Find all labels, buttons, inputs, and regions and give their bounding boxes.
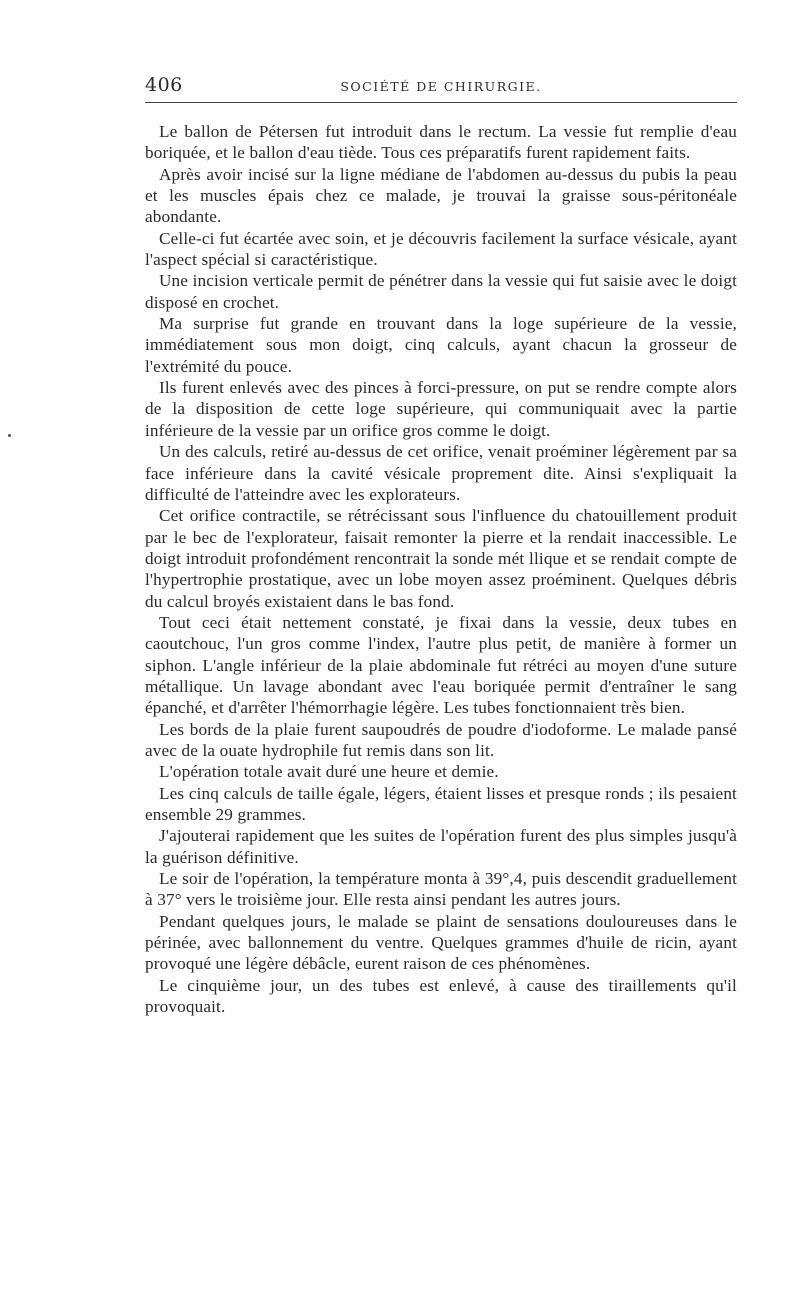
paragraph-16: Le cinquième jour, un des tubes est enlevé, à cause des tiraillements qu'il provoquait. — [145, 975, 737, 1017]
page-number: 406 — [145, 74, 183, 96]
margin-speck — [8, 434, 11, 437]
paragraph-14: Le soir de l'opération, la température monta à 39°,4, puis descendit graduellement à 37° vers le troisième jour. Elle resta ainsi pendant les autres jours. — [145, 869, 737, 910]
paragraph-10: Les bords de la plaie furent saupoudrés de poudre d'iodoforme. Le malade pansé avec de la ouate hydrophile fut remis dans son lit. — [145, 719, 737, 760]
paragraph-3: Celle-ci fut écartée avec soin, et je découvris facilement la surface vésicale, ayant l'aspect spécial si caractéristique. — [145, 228, 737, 270]
paragraph-12: Les cinq calculs de taille égale, légers, étaient lisses et presque ronds ; ils pesaient ensemble 29 grammes. — [145, 783, 737, 824]
paragraph-15: Pendant quelques jours, le malade se plaint de sensations douloureuses dans le périnée, avec ballonnement du ventre. Quelques grammes d'huile de ricin, ayant provoqué une légère débâcle, eurent raison de ces phénomènes. — [145, 911, 737, 974]
book-page — [145, 72, 737, 1017]
paragraph-5: Ma surprise fut grande en trouvant dans la loge supérieure de la vessie, immédiatement sous mon doigt, cinq calculs, ayant chacun la grosseur de l'extrémité du pouce. — [145, 314, 737, 376]
page-header — [145, 72, 737, 103]
paragraph-6: Ils furent enlevés avec des pinces à forci-pressure, on put se rendre compte alors de la disposition de cette loge supérieure, qui communiquait avec la partie inférieure de la vessie par un orifice gros comme le doigt. — [145, 378, 737, 440]
paragraph-13: J'ajouterai rapidement que les suites de l'opération furent des plus simples jusqu'à la guérison définitive. — [145, 826, 737, 867]
paragraph-2: Après avoir incisé sur la ligne médiane de l'abdomen au-dessus du pubis la peau et les muscles épais chez ce malade, je trouvai la graisse sous-péritonéale abondante. — [145, 164, 737, 227]
paragraph-4: Une incision verticale permit de pénétrer dans la vessie qui fut saisie avec le doigt disposé en crochet. — [145, 271, 737, 312]
paragraph-9: Tout ceci était nettement constaté, je fixai dans la vessie, deux tubes en caoutchouc, l'un gros comme l'index, l'autre plus petit, de manière à former un siphon. L'angle inférieur de la plaie abdominale fut rétréci au moyen d'une suture métallique. Un lavage abondant avec l'eau boriquée permit d'entraîner le sang épanché, et d'arrêter l'hémorrhagie légère. Les tubes fonctionnaient très bien. — [145, 612, 737, 718]
paragraph-1: Le ballon de Pétersen fut introduit dans le rectum. La vessie fut remplie d'eau boriquée, et le ballon d'eau tiède. Tous ces préparatifs furent rapidement faits. — [145, 122, 737, 163]
paragraph-11: L'opération totale avait duré une heure et demie. — [159, 762, 499, 782]
body-text — [145, 121, 737, 1017]
paragraph-7: Un des calculs, retiré au-dessus de cet orifice, venait proéminer légèrement par sa face inférieure dans la cavité vésicale proprement dite. Ainsi s'expliquait la difficulté de l'atteindre avec les explorateurs. — [145, 442, 737, 504]
paragraph-8: Cet orifice contractile, se rétrécissant sous l'influence du chatouillement produit par le bec de l'explorateur, faisait remonter la pierre et la rendait inaccessible. Le doigt introduit profondément rencontrait la sonde mét llique et se rendait compte de l'hypertrophie prostatique, avec un lobe moyen assez proéminent. Quelques débris du calcul broyés existaient dans le bas fond. — [145, 506, 737, 611]
running-title: SOCIÉTÉ DE CHIRURGIE. — [340, 79, 542, 94]
